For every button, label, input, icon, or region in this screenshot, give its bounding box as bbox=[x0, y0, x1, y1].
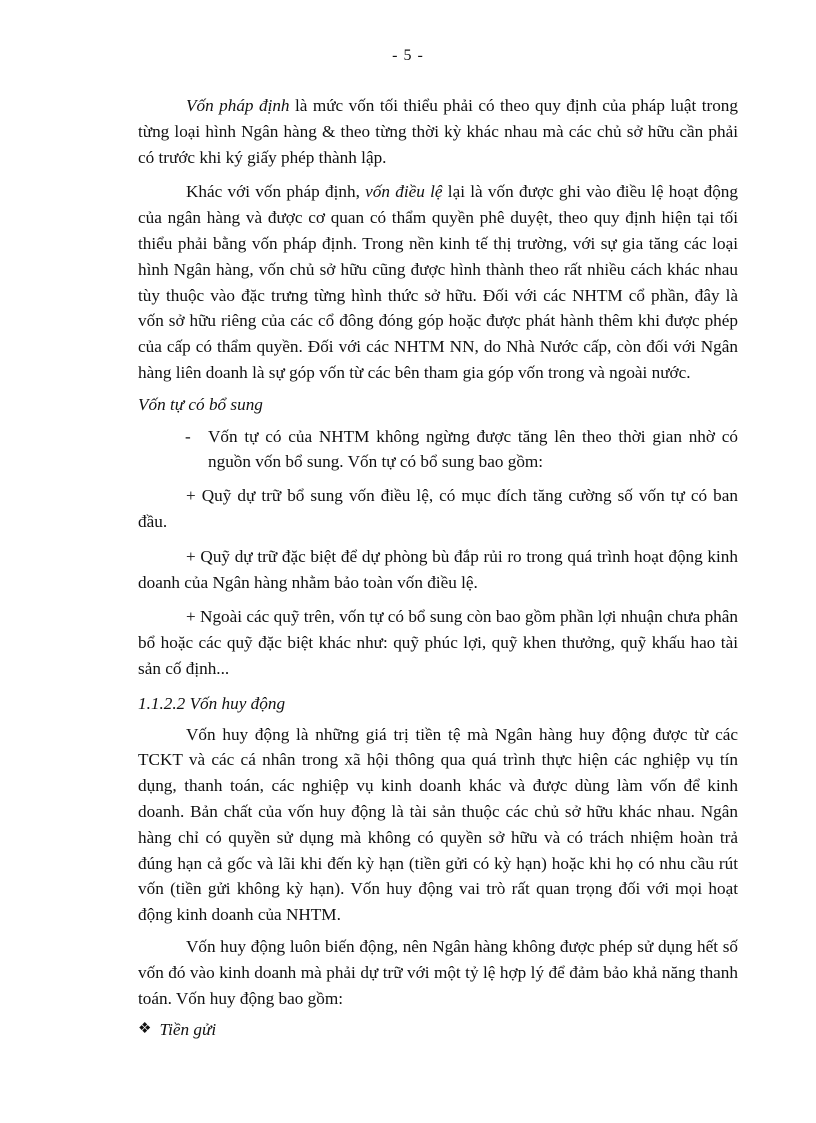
paragraph-text: lại là vốn được ghi vào điều lệ hoạt động của ngân hàng và được cơ quan có thẩm quyền phê duyệt, theo quy định hiện tại tối thiểu phải bằng vốn pháp định. Trong nền kinh tế thị trường, với sự gia tăng các loại hình Ngân hàng, vốn chủ sở hữu cũng được hình thành theo rất nhiều cách khác nhau tùy thuộc vào đặc trưng từng hình thức sở hữu. Đối với các NHTM cổ phần, đây là vốn sở hữu riêng của các cổ đông đóng góp hoặc được phát hành thêm khi được phép của cấp có thẩm quyền. Đối với các NHTM NN, do Nhà Nước cấp, còn đối với Ngân hàng liên doanh là sự góp vốn từ các bên tham gia góp vốn trong và ngoài nước. bbox=[138, 182, 738, 382]
term-legal-capital: Vốn pháp định bbox=[186, 96, 290, 115]
paragraph-plus-3: + Ngoài các quỹ trên, vốn tự có bổ sung còn bao gồm phần lợi nhuận chưa phân bổ hoặc các quỹ đặc biệt khác như: quỹ phúc lợi, quỹ khen thưởng, quỹ khấu hao tài sản cố định... bbox=[138, 607, 738, 678]
diamond-bullet-icon: ❖ bbox=[138, 1021, 152, 1038]
paragraph-text: là mức vốn tối thiểu phải có theo quy định của pháp luật trong từng loại hình Ngân hàng & theo từng thời kỳ khác nhau mà các chủ sở hữu cần phải có trước khi ký giấy phép thành lập. bbox=[138, 96, 738, 167]
paragraph-lead: Khác với vốn pháp định, bbox=[186, 182, 366, 202]
dash-item-text: Vốn tự có của NHTM không ngừng được tăng lên theo thời gian nhờ có nguồn vốn bổ sung. Vốn tự có bổ sung bao gồm: bbox=[208, 426, 738, 472]
page-number: - 5 - bbox=[392, 47, 424, 64]
dash-list-item bbox=[138, 424, 738, 476]
bullet-deposits bbox=[138, 1017, 738, 1043]
dash-marker: - bbox=[185, 426, 191, 446]
section-heading-mobilized-capital: 1.1.2.2 Vốn huy động bbox=[138, 693, 286, 713]
paragraph-plus-2: + Quỹ dự trữ đặc biệt để dự phòng bù đắp rủi ro trong quá trình hoạt động kinh doanh của Ngân hàng nhằm bảo toàn vốn điều lệ. bbox=[138, 546, 738, 592]
paragraph-mobilized-capital: Vốn huy động là những giá trị tiền tệ mà Ngân hàng huy động được từ các TCKT và các cá nhân trong xã hội thông qua quá trình thực hiện các nghiệp vụ tín dụng, thanh toán, các nghiệp vụ kinh doanh khác và được dùng làm vốn để kinh doanh. Bản chất của vốn huy động là tài sản thuộc các chủ sở hữu khác nhau. Ngân hàng chỉ có quyền sử dụng mà không có quyền sở hữu và có trách nhiệm hoàn trả đúng hạn cả gốc và lãi khi đến kỳ hạn (tiền gửi có kỳ hạn) hoặc khi họ có nhu cầu rút vốn (tiền gửi không kỳ hạn). Vốn huy động vai trò rất quan trọng đối với mọi hoạt động kinh doanh của NHTM. bbox=[138, 724, 738, 925]
term-charter-capital: vốn điều lệ bbox=[365, 182, 443, 202]
paragraph-mobilized-fluctuation: Vốn huy động luôn biến động, nên Ngân hàng không được phép sử dụng hết số vốn đó vào kinh doanh mà phải dự trữ với một tỷ lệ hợp lý để đảm bảo khả năng thanh toán. Vốn huy động bao gồm: bbox=[138, 936, 738, 1008]
paragraph-legal-capital bbox=[138, 93, 738, 170]
document-body bbox=[138, 93, 738, 1043]
paragraph-charter-capital bbox=[138, 179, 738, 385]
heading-supplementary-capital: Vốn tự có bổ sung bbox=[138, 394, 263, 414]
paragraph-plus-1: + Quỹ dự trữ bổ sung vốn điều lệ, có mục đích tăng cường số vốn tự có ban đầu. bbox=[138, 486, 738, 531]
bullet-text: Tiền gửi bbox=[159, 1020, 217, 1040]
